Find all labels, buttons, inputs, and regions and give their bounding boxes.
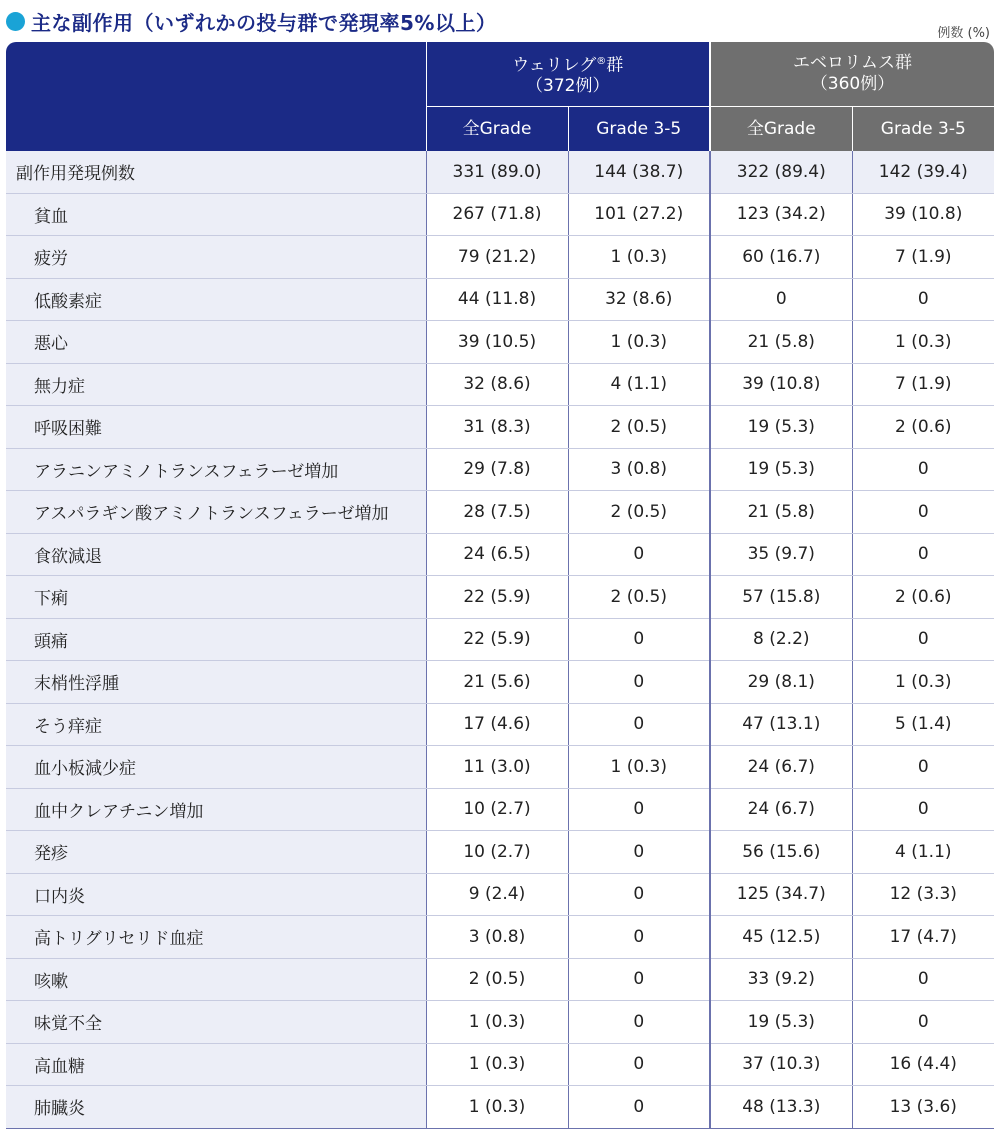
- everolimus-all-grade-cell: 123 (34.2): [710, 193, 852, 236]
- welireg-grade-3-5-cell: 0: [568, 703, 710, 746]
- table-row: [6, 916, 994, 959]
- group-header-welireg: [426, 42, 710, 107]
- table-row: [6, 236, 994, 279]
- welireg-all-grade-cell: 31 (8.3): [426, 406, 568, 449]
- welireg-grade-3-5-cell: 0: [568, 916, 710, 959]
- row-label: そう痒症: [6, 703, 426, 746]
- everolimus-grade-3-5-cell: 0: [852, 278, 994, 321]
- table-row: [6, 831, 994, 874]
- welireg-grade-3-5-cell: 0: [568, 831, 710, 874]
- everolimus-grade-3-5-cell: 0: [852, 618, 994, 661]
- welireg-all-grade-cell: 24 (6.5): [426, 533, 568, 576]
- welireg-name: ウェリレグ: [512, 55, 597, 76]
- row-label: 貧血: [6, 193, 426, 236]
- everolimus-n: （360例）: [810, 74, 895, 94]
- row-label: 高血糖: [6, 1043, 426, 1086]
- table-row: [6, 193, 994, 236]
- row-label: 低酸素症: [6, 278, 426, 321]
- everolimus-all-grade-cell: 60 (16.7): [710, 236, 852, 279]
- welireg-grade-3-5-cell: 0: [568, 873, 710, 916]
- everolimus-grade-3-5-cell: 2 (0.6): [852, 576, 994, 619]
- row-label: 呼吸困難: [6, 406, 426, 449]
- welireg-grade-3-5-cell: 0: [568, 618, 710, 661]
- everolimus-grade-3-5-cell: 5 (1.4): [852, 703, 994, 746]
- welireg-all-grade-cell: 21 (5.6): [426, 661, 568, 704]
- everolimus-grade-3-5-cell: 0: [852, 533, 994, 576]
- row-label: 味覚不全: [6, 1001, 426, 1044]
- welireg-grade-3-5-cell: 0: [568, 1086, 710, 1129]
- everolimus-all-grade-cell: 0: [710, 278, 852, 321]
- welireg-all-grade-cell: 44 (11.8): [426, 278, 568, 321]
- row-label: 血小板減少症: [6, 746, 426, 789]
- everolimus-grade-3-5-cell: 1 (0.3): [852, 661, 994, 704]
- row-label: 副作用発現例数: [6, 151, 426, 193]
- welireg-grade-3-5-cell: 144 (38.7): [568, 151, 710, 193]
- row-label: 高トリグリセリド血症: [6, 916, 426, 959]
- everolimus-grade-3-5-cell: 39 (10.8): [852, 193, 994, 236]
- everolimus-all-grade-cell: 21 (5.8): [710, 321, 852, 364]
- welireg-all-grade-cell: 1 (0.3): [426, 1086, 568, 1129]
- welireg-grade-3-5-cell: 1 (0.3): [568, 746, 710, 789]
- welireg-grade-3-5-cell: 2 (0.5): [568, 406, 710, 449]
- table-row: [6, 533, 994, 576]
- row-label: 無力症: [6, 363, 426, 406]
- row-label: アラニンアミノトランスフェラーゼ増加: [6, 448, 426, 491]
- row-label: 食欲減退: [6, 533, 426, 576]
- everolimus-all-grade-cell: 8 (2.2): [710, 618, 852, 661]
- welireg-all-grade-cell: 3 (0.8): [426, 916, 568, 959]
- table-row: [6, 618, 994, 661]
- subheader-welireg-grade-3-5: Grade 3-5: [568, 107, 710, 152]
- welireg-grade-3-5-cell: 101 (27.2): [568, 193, 710, 236]
- welireg-grade-3-5-cell: 0: [568, 958, 710, 1001]
- row-label: 頭痛: [6, 618, 426, 661]
- table-row: [6, 958, 994, 1001]
- row-label: 肺臓炎: [6, 1086, 426, 1129]
- welireg-n: （372例）: [526, 76, 610, 97]
- table-row: [6, 873, 994, 916]
- table-row: [6, 1086, 994, 1129]
- everolimus-grade-3-5-cell: 0: [852, 491, 994, 534]
- row-label: 末梢性浮腫: [6, 661, 426, 704]
- welireg-grade-3-5-cell: 0: [568, 1043, 710, 1086]
- row-label: アスパラギン酸アミノトランスフェラーゼ増加: [6, 491, 426, 534]
- row-label: 下痢: [6, 576, 426, 619]
- everolimus-all-grade-cell: 19 (5.3): [710, 448, 852, 491]
- subheader-everolimus-all-grade: 全Grade: [710, 107, 852, 152]
- welireg-all-grade-cell: 1 (0.3): [426, 1043, 568, 1086]
- row-label: 口内炎: [6, 873, 426, 916]
- everolimus-grade-3-5-cell: 4 (1.1): [852, 831, 994, 874]
- everolimus-grade-3-5-cell: 0: [852, 958, 994, 1001]
- welireg-all-grade-cell: 10 (2.7): [426, 788, 568, 831]
- everolimus-all-grade-cell: 45 (12.5): [710, 916, 852, 959]
- everolimus-all-grade-cell: 57 (15.8): [710, 576, 852, 619]
- everolimus-all-grade-cell: 21 (5.8): [710, 491, 852, 534]
- everolimus-all-grade-cell: 35 (9.7): [710, 533, 852, 576]
- subheader-everolimus-grade-3-5: Grade 3-5: [852, 107, 994, 152]
- welireg-all-grade-cell: 1 (0.3): [426, 1001, 568, 1044]
- welireg-suffix: 群: [606, 55, 624, 76]
- welireg-grade-3-5-cell: 0: [568, 1001, 710, 1044]
- everolimus-all-grade-cell: 125 (34.7): [710, 873, 852, 916]
- table-row: [6, 151, 994, 193]
- row-label: 悪心: [6, 321, 426, 364]
- row-label: 発疹: [6, 831, 426, 874]
- welireg-grade-3-5-cell: 1 (0.3): [568, 236, 710, 279]
- everolimus-grade-3-5-cell: 0: [852, 788, 994, 831]
- everolimus-grade-3-5-cell: 7 (1.9): [852, 236, 994, 279]
- row-label: 疲労: [6, 236, 426, 279]
- everolimus-grade-3-5-cell: 7 (1.9): [852, 363, 994, 406]
- everolimus-all-grade-cell: 33 (9.2): [710, 958, 852, 1001]
- everolimus-all-grade-cell: 39 (10.8): [710, 363, 852, 406]
- welireg-all-grade-cell: 11 (3.0): [426, 746, 568, 789]
- table-row: [6, 278, 994, 321]
- welireg-all-grade-cell: 22 (5.9): [426, 576, 568, 619]
- welireg-grade-3-5-cell: 4 (1.1): [568, 363, 710, 406]
- everolimus-all-grade-cell: 322 (89.4): [710, 151, 852, 193]
- group-header-everolimus: [710, 42, 994, 107]
- everolimus-all-grade-cell: 24 (6.7): [710, 746, 852, 789]
- table-row: [6, 746, 994, 789]
- table-row: [6, 363, 994, 406]
- table-row: [6, 321, 994, 364]
- welireg-grade-3-5-cell: 0: [568, 788, 710, 831]
- everolimus-grade-3-5-cell: 17 (4.7): [852, 916, 994, 959]
- welireg-grade-3-5-cell: 2 (0.5): [568, 576, 710, 619]
- welireg-all-grade-cell: 39 (10.5): [426, 321, 568, 364]
- table-row: [6, 661, 994, 704]
- table-row: [6, 703, 994, 746]
- everolimus-grade-3-5-cell: 0: [852, 746, 994, 789]
- welireg-all-grade-cell: 32 (8.6): [426, 363, 568, 406]
- welireg-all-grade-cell: 331 (89.0): [426, 151, 568, 193]
- welireg-grade-3-5-cell: 2 (0.5): [568, 491, 710, 534]
- welireg-all-grade-cell: 17 (4.6): [426, 703, 568, 746]
- everolimus-all-grade-cell: 19 (5.3): [710, 406, 852, 449]
- title-row: [6, 6, 496, 36]
- row-label: 咳嗽: [6, 958, 426, 1001]
- unit-label: 例数 (%): [937, 26, 990, 41]
- welireg-all-grade-cell: 28 (7.5): [426, 491, 568, 534]
- welireg-all-grade-cell: 2 (0.5): [426, 958, 568, 1001]
- everolimus-grade-3-5-cell: 13 (3.6): [852, 1086, 994, 1129]
- subheader-welireg-all-grade: 全Grade: [426, 107, 568, 152]
- welireg-all-grade-cell: 29 (7.8): [426, 448, 568, 491]
- welireg-grade-3-5-cell: 32 (8.6): [568, 278, 710, 321]
- everolimus-grade-3-5-cell: 12 (3.3): [852, 873, 994, 916]
- everolimus-grade-3-5-cell: 16 (4.4): [852, 1043, 994, 1086]
- everolimus-grade-3-5-cell: 142 (39.4): [852, 151, 994, 193]
- header-corner: [6, 42, 426, 151]
- everolimus-all-grade-cell: 47 (13.1): [710, 703, 852, 746]
- table-row: [6, 491, 994, 534]
- everolimus-grade-3-5-cell: 0: [852, 1001, 994, 1044]
- welireg-all-grade-cell: 267 (71.8): [426, 193, 568, 236]
- everolimus-grade-3-5-cell: 1 (0.3): [852, 321, 994, 364]
- welireg-all-grade-cell: 22 (5.9): [426, 618, 568, 661]
- everolimus-all-grade-cell: 56 (15.6): [710, 831, 852, 874]
- welireg-grade-3-5-cell: 1 (0.3): [568, 321, 710, 364]
- registered-mark: ®: [596, 55, 607, 67]
- table-row: [6, 788, 994, 831]
- welireg-grade-3-5-cell: 3 (0.8): [568, 448, 710, 491]
- bullet-dot-icon: [6, 12, 25, 31]
- table-row: [6, 1001, 994, 1044]
- table-row: [6, 448, 994, 491]
- table-row: [6, 1043, 994, 1086]
- welireg-grade-3-5-cell: 0: [568, 533, 710, 576]
- adverse-reactions-table: [6, 42, 994, 1129]
- welireg-grade-3-5-cell: 0: [568, 661, 710, 704]
- everolimus-grade-3-5-cell: 2 (0.6): [852, 406, 994, 449]
- welireg-all-grade-cell: 9 (2.4): [426, 873, 568, 916]
- everolimus-grade-3-5-cell: 0: [852, 448, 994, 491]
- everolimus-all-grade-cell: 37 (10.3): [710, 1043, 852, 1086]
- row-label: 血中クレアチニン増加: [6, 788, 426, 831]
- everolimus-all-grade-cell: 24 (6.7): [710, 788, 852, 831]
- page-title: 主な副作用（いずれかの投与群で発現率5%以上）: [31, 10, 497, 35]
- everolimus-all-grade-cell: 29 (8.1): [710, 661, 852, 704]
- welireg-all-grade-cell: 10 (2.7): [426, 831, 568, 874]
- table-row: [6, 406, 994, 449]
- everolimus-all-grade-cell: 19 (5.3): [710, 1001, 852, 1044]
- everolimus-name: エベロリムス群: [793, 53, 913, 73]
- table-row: [6, 576, 994, 619]
- everolimus-all-grade-cell: 48 (13.3): [710, 1086, 852, 1129]
- welireg-all-grade-cell: 79 (21.2): [426, 236, 568, 279]
